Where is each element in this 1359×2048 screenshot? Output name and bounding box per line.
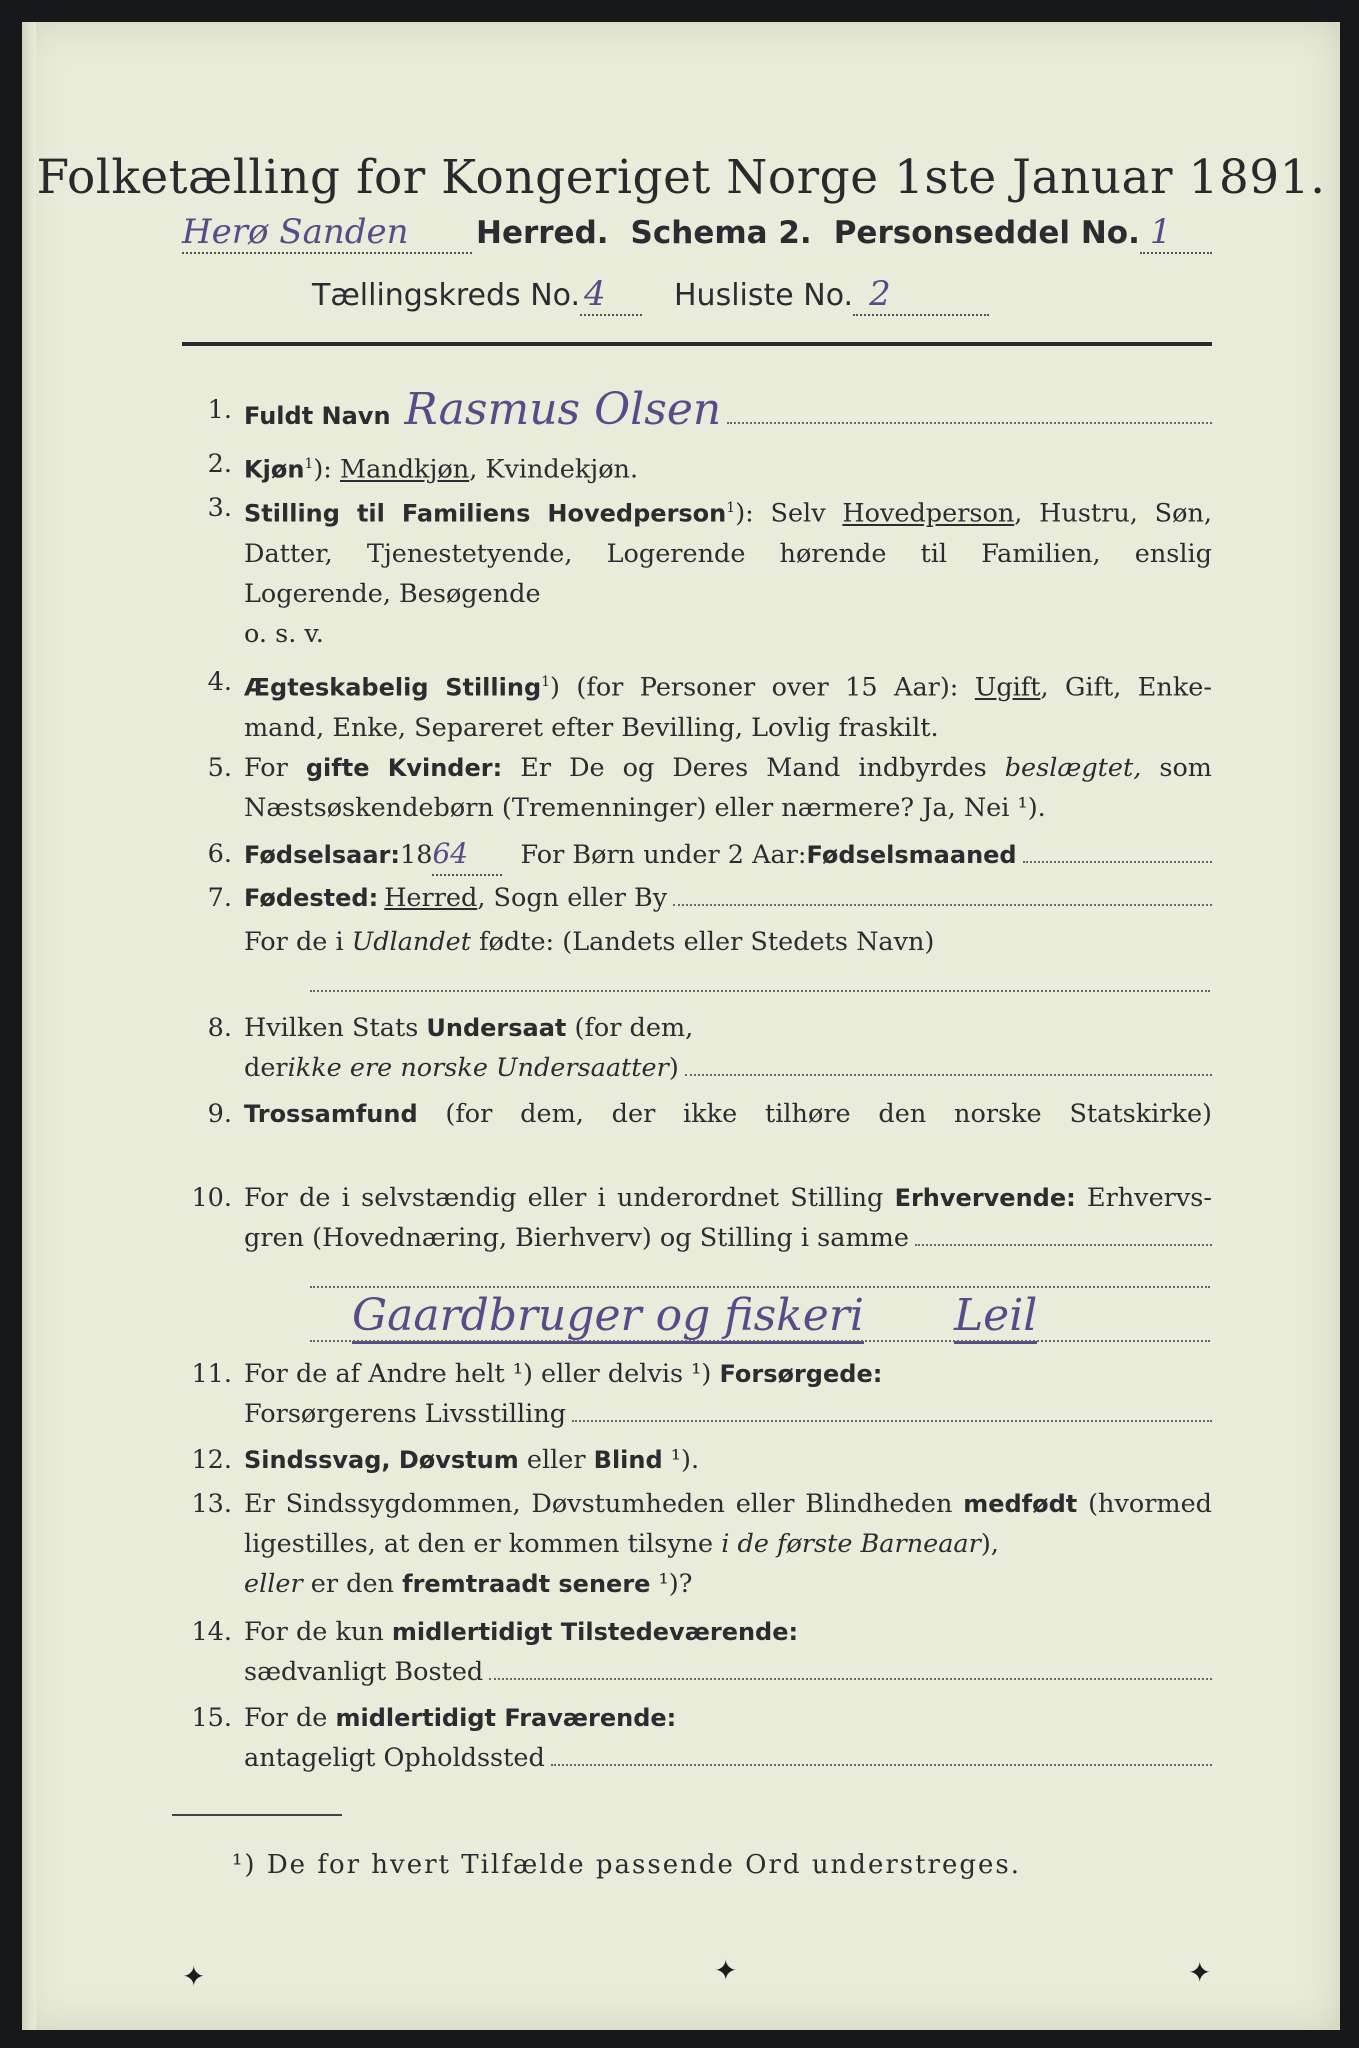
census-form-sheet: Folketælling for Kongeriget Norge 1ste Januar 1891. Herø Sanden Herred. Schema 2. Personseddel No. 1 Tællingskreds No. 4 Husliste No. 2 1. Fuldt Navn Rasmus Olsen 2. Kjøn$^1$): Mandkjøn, Kvindekjøn. 3. Stilling til Familiens Hovedperson$^1$): Selv Hovedperson, Hustru, Søn, Datter, Tjenestetyende, Logerende hørende til Familien, enslig Logerende, Besøgende o. s. v. 4. Ægteskabelig Stilling$^1$) (for Personer over 15 Aar): Ugift, Gift, Enke- mand, Enke, Separeret efter Bevilling, Lovlig fraskilt. 5. For gifte Kvinder: Er De og Deres Mand indbyrdes beslægtet, som Næstsøskendebørn (Tremenninger) eller nærmere? Ja, Nei ¹). 6. Fødselsaar: 18 64 For Børn under 2 Aar: Fødselsmaaned 7. Fødested: Herred , Sogn eller By For de i Udlandet fødte: (Landets eller Stedets Navn) 8. Hvilken Stats Undersaat (for dem, der ikke ere norske Undersaatter ) 9. Trossamfund (for dem, der ikke tilhøre den norske Statskirke) 10. For de i selvstændig eller i underordnet Stilling Erhvervende: Erhvervs- gren (Hovednæring, Bierhverv) og Stilling i samme Gaardbruger og fiskeri Leil 11. For de af Andre helt ¹) eller delvis ¹) Forsørgede: Forsørgerens Livsstilling 12. Sindssvag, Døvstum eller Blind ¹). 13. Er Sindssygdommen, Døvstumheden eller Blindheden medfødt (hvormed ligestilles, at den er kommen tilsyne i de første Barneaar), eller er den fremtraadt senere ¹)? 14. For de kun midlertidigt Tilstedeværende: sædvanligt Bosted 15. For de midlertidigt Fraværende: antageligt Opholdssted ¹) De for hvert Tilfælde passende Ord understreges. ✦ ✦ ✦ [22,22,1340,2030]
name-answer: Rasmus Olsen [404,384,722,435]
herred-handwritten: Herø Sanden [182,212,472,254]
herred-label: Herred. [476,215,609,251]
taellingskreds-label: Tællingskreds No. [312,278,580,313]
header-divider [182,342,1212,346]
herred-line [182,212,1212,254]
taellingskreds-number: 4 [580,274,642,316]
kreds-line [312,274,1112,316]
husliste-label: Husliste No. [674,278,854,313]
occupation-line-1 [310,1286,1210,1288]
selected-hovedperson: Hovedperson [842,498,1015,529]
occupation-answer-row [352,1290,1212,1344]
footnote-divider [172,1814,342,1816]
selected-mandkjon: Mandkjøn [339,454,470,485]
footnote: ¹) De for hvert Tilfælde passende Ord understreges. [232,1850,1022,1880]
selected-ugift: Ugift [974,672,1041,703]
foreign-birthplace-line [310,990,1210,992]
registration-mark-left-icon: ✦ [182,1960,206,1993]
occupation-answer-2: Leil [954,1290,1037,1344]
registration-mark-center-icon: ✦ [714,1954,738,1987]
occupation-answer: Gaardbruger og fiskeri [352,1290,864,1344]
personseddel-number: 1 [1140,212,1212,254]
form-title: Folketælling for Kongeriget Norge 1ste Januar 1891. [36,150,1326,205]
selected-herred: Herred [384,883,478,913]
birth-year-answer: 64 [432,834,502,876]
registration-mark-right-icon: ✦ [1188,1956,1212,1989]
personseddel-label: Personseddel No. [833,215,1140,251]
husliste-number: 2 [853,274,989,316]
occupation-line-2 [310,1340,1210,1342]
schema-label: Schema 2. [630,215,812,251]
